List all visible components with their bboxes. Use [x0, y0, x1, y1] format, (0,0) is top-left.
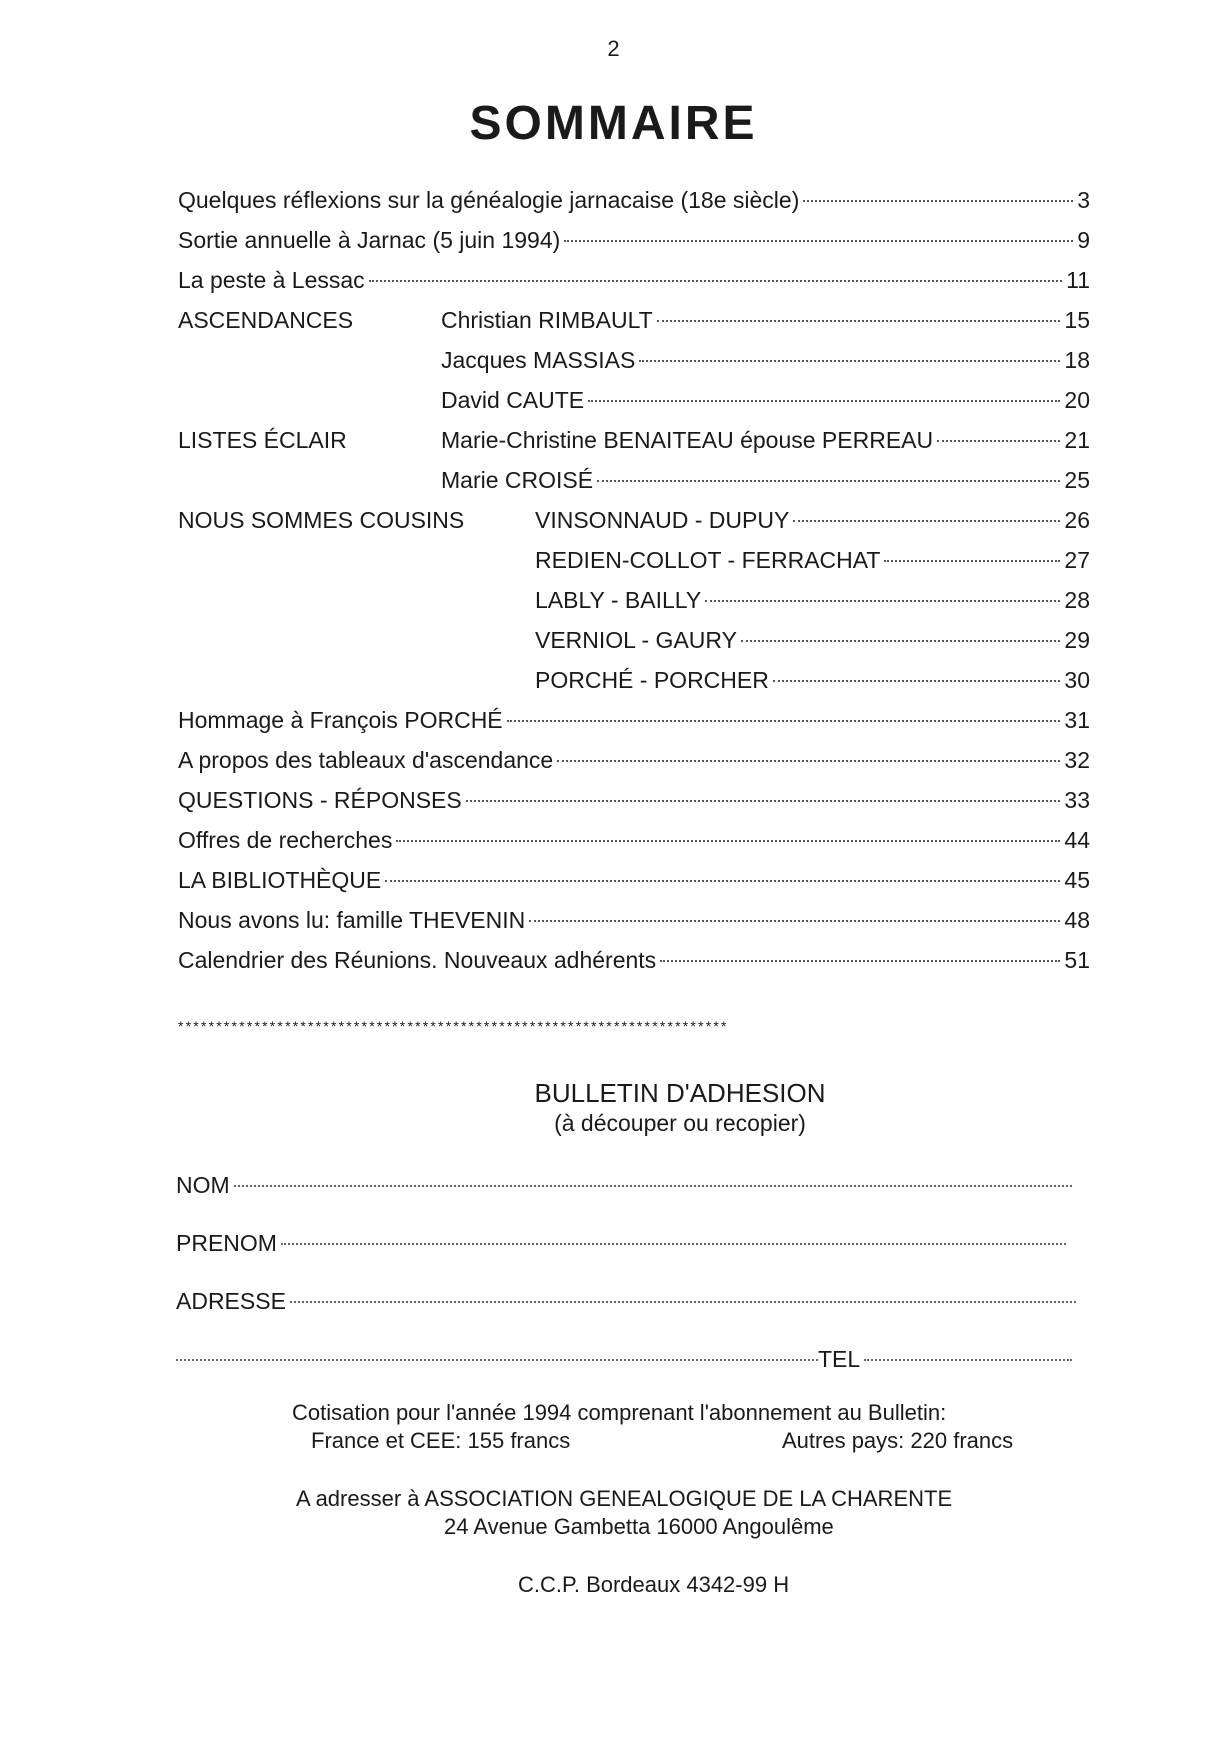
- toc-row: [178, 660, 1090, 700]
- toc-row: [178, 420, 1090, 460]
- toc-label: Offres de recherches: [178, 827, 393, 853]
- toc-entry[interactable]: [178, 940, 1090, 980]
- dot-leader: [803, 200, 1073, 202]
- dot-leader: [507, 720, 1061, 722]
- toc-label: Quelques réflexions sur la généalogie jarnacaise (18e siècle): [178, 187, 800, 213]
- toc-category: ASCENDANCES: [178, 307, 354, 333]
- dot-leader: [466, 800, 1061, 802]
- toc-label: QUESTIONS - RÉPONSES: [178, 787, 462, 813]
- toc-page: 48: [1064, 907, 1090, 933]
- toc-row: [178, 500, 1090, 540]
- toc-entry[interactable]: [178, 740, 1090, 780]
- dot-leader: [793, 520, 1060, 522]
- toc-entry[interactable]: [535, 540, 1090, 580]
- toc-row: [178, 700, 1090, 740]
- toc-category: NOUS SOMMES COUSINS: [178, 507, 465, 533]
- toc-label: PORCHÉ - PORCHER: [535, 667, 769, 693]
- dot-leader: [597, 480, 1060, 482]
- toc-entry[interactable]: [535, 500, 1090, 540]
- dot-leader: [369, 280, 1062, 282]
- dot-leader: [529, 920, 1060, 922]
- form-title: BULLETIN D'ADHESION: [534, 1078, 826, 1108]
- prenom-input-line[interactable]: [281, 1243, 1066, 1245]
- cotisation-autres: Autres pays: 220 francs: [782, 1428, 1014, 1453]
- toc-page: 32: [1064, 747, 1090, 773]
- nom-label: NOM: [176, 1172, 230, 1198]
- toc-page: 29: [1064, 627, 1090, 653]
- toc-row: [178, 900, 1090, 940]
- toc-page: 15: [1064, 307, 1090, 333]
- toc-label: Calendrier des Réunions. Nouveaux adhérents: [178, 947, 657, 973]
- dot-leader: [564, 240, 1073, 242]
- adresse-field[interactable]: [176, 1288, 1076, 1320]
- form-subtitle: (à découper ou recopier): [554, 1110, 806, 1136]
- page-number: 2: [607, 36, 620, 61]
- toc-label: LABLY - BAILLY: [535, 587, 702, 613]
- toc-label: A propos des tableaux d'ascendance: [178, 747, 554, 773]
- toc-entry[interactable]: [441, 340, 1090, 380]
- toc-row: [178, 780, 1090, 820]
- toc-entry[interactable]: [178, 700, 1090, 740]
- toc-row: [178, 380, 1090, 420]
- dot-leader: [660, 960, 1060, 962]
- toc-row: [178, 220, 1090, 260]
- toc-row: [178, 860, 1090, 900]
- toc-page: 44: [1064, 827, 1090, 853]
- toc-label: Sortie annuelle à Jarnac (5 juin 1994): [178, 227, 561, 253]
- adresse-label: ADRESSE: [176, 1288, 286, 1314]
- toc-row: [178, 740, 1090, 780]
- toc-row: [178, 620, 1090, 660]
- toc-row: [178, 260, 1090, 300]
- toc-page: 11: [1066, 267, 1090, 293]
- dot-leader: [396, 840, 1060, 842]
- dot-leader: [705, 600, 1060, 602]
- toc-label: Christian RIMBAULT: [441, 307, 653, 333]
- toc-page: 51: [1064, 947, 1090, 973]
- toc-page: 28: [1064, 587, 1090, 613]
- adresse-input-line[interactable]: [290, 1301, 1076, 1303]
- prenom-field[interactable]: [176, 1230, 1066, 1262]
- toc-label: VINSONNAUD - DUPUY: [535, 507, 790, 533]
- toc-page: 21: [1064, 427, 1090, 453]
- toc-label: REDIEN-COLLOT - FERRACHAT: [535, 547, 881, 573]
- toc-page: 30: [1064, 667, 1090, 693]
- dot-leader: [385, 880, 1060, 882]
- toc-entry[interactable]: [178, 820, 1090, 860]
- ccp-account: C.C.P. Bordeaux 4342-99 H: [518, 1572, 790, 1597]
- cotisation-text: Cotisation pour l'année 1994 comprenant l'abonnement au Bulletin:: [292, 1400, 947, 1425]
- tel-label: TEL: [818, 1346, 861, 1372]
- toc-page: 25: [1064, 467, 1090, 493]
- toc-row: [178, 460, 1090, 500]
- toc-entry[interactable]: [178, 220, 1090, 260]
- toc-label: David CAUTE: [441, 387, 585, 413]
- table-of-contents: [178, 180, 1090, 980]
- toc-label: Nous avons lu: famille THEVENIN: [178, 907, 526, 933]
- toc-entry[interactable]: [535, 660, 1090, 700]
- toc-entry[interactable]: [178, 780, 1090, 820]
- toc-entry[interactable]: [441, 380, 1090, 420]
- toc-page: 33: [1064, 787, 1090, 813]
- cotisation-france: France et CEE: 155 francs: [311, 1428, 571, 1453]
- toc-entry[interactable]: [441, 460, 1090, 500]
- toc-page: 20: [1064, 387, 1090, 413]
- address-line-2: 24 Avenue Gambetta 16000 Angoulême: [444, 1514, 834, 1539]
- toc-row: [178, 340, 1090, 380]
- dot-leader: [557, 760, 1060, 762]
- toc-page: 31: [1064, 707, 1090, 733]
- dot-leader: [937, 440, 1060, 442]
- toc-page: 9: [1077, 227, 1090, 253]
- toc-label: Marie CROISÉ: [441, 467, 594, 493]
- toc-page: 45: [1064, 867, 1090, 893]
- dot-leader: [773, 680, 1061, 682]
- toc-entry[interactable]: [178, 180, 1090, 220]
- toc-row: [178, 300, 1090, 340]
- toc-entry[interactable]: [178, 860, 1090, 900]
- adresse-continued-line[interactable]: [176, 1359, 818, 1361]
- nom-input-line[interactable]: [234, 1185, 1072, 1187]
- toc-row: [178, 540, 1090, 580]
- toc-label: Hommage à François PORCHÉ: [178, 707, 503, 733]
- toc-entry[interactable]: [441, 420, 1090, 460]
- toc-row: [178, 580, 1090, 620]
- toc-entry[interactable]: [178, 900, 1090, 940]
- nom-field[interactable]: [176, 1172, 1072, 1204]
- toc-row: [178, 940, 1090, 980]
- toc-page: 3: [1077, 187, 1090, 213]
- dot-leader: [884, 560, 1060, 562]
- toc-entry[interactable]: [178, 260, 1090, 300]
- dot-leader: [588, 400, 1060, 402]
- toc-row: [178, 180, 1090, 220]
- adresse-tel-field[interactable]: [176, 1346, 1072, 1378]
- tel-input-line[interactable]: [864, 1359, 1072, 1361]
- toc-page: 26: [1064, 507, 1090, 533]
- toc-label: LA BIBLIOTHÈQUE: [178, 867, 382, 893]
- toc-label: Jacques MASSIAS: [441, 347, 636, 373]
- toc-label: VERNIOL - GAURY: [535, 627, 737, 653]
- dot-leader: [741, 640, 1060, 642]
- page-title: SOMMAIRE: [469, 97, 758, 150]
- toc-row: [178, 820, 1090, 860]
- toc-category: LISTES ÉCLAIR: [178, 427, 347, 453]
- dot-leader: [639, 360, 1060, 362]
- toc-entry[interactable]: [535, 580, 1090, 620]
- dot-leader: [657, 320, 1061, 322]
- star-separator: ************************************************************************: [178, 1018, 729, 1034]
- address-line-1: A adresser à ASSOCIATION GENEALOGIQUE DE LA CHARENTE: [296, 1486, 953, 1511]
- toc-entry[interactable]: [441, 300, 1090, 340]
- toc-entry[interactable]: [535, 620, 1090, 660]
- toc-page: 27: [1064, 547, 1090, 573]
- toc-page: 18: [1064, 347, 1090, 373]
- toc-label: La peste à Lessac: [178, 267, 365, 293]
- prenom-label: PRENOM: [176, 1230, 277, 1256]
- toc-label: Marie-Christine BENAITEAU épouse PERREAU: [441, 427, 934, 453]
